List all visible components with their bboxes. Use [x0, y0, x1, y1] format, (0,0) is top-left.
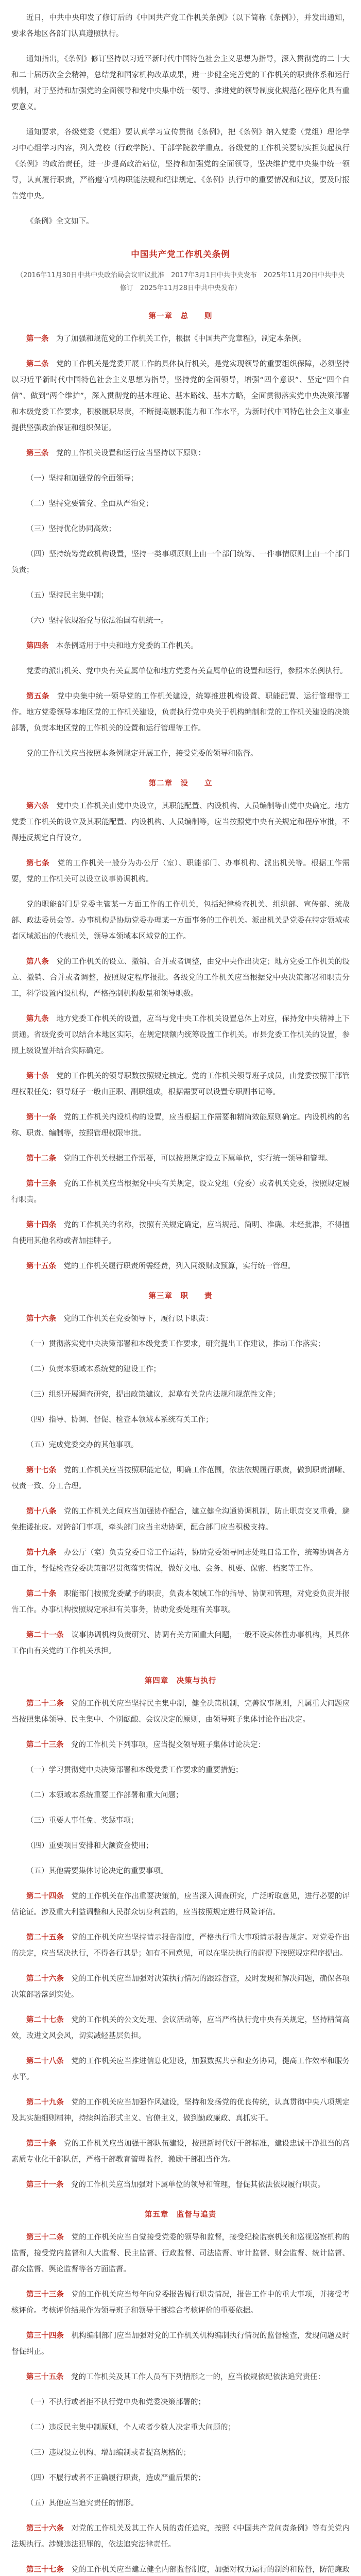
article-number: 第三十一条	[26, 2181, 64, 2189]
article-number: 第二条	[26, 360, 49, 368]
article-item: （三）组织开展调查研究，提出政策建议，起草有关党内法规和规范性文件；	[26, 1391, 280, 1399]
article	[11, 954, 350, 1002]
article-paragraph: 党的工作机关应当按照本条例规定开展工作，接受党委的领导和监督。	[26, 750, 258, 758]
article	[11, 2054, 350, 2086]
article-number: 第二十九条	[26, 2098, 64, 2107]
article-text: 党中央工作机关由党中央设立，其职能配置、内设机构、人员编制等由党中央确定。地方党委工作机关的设立及其职能配置、内设机构、人员编制等，应当按照党中央有关规定和程序审批，不得违反规定自行设立。	[11, 802, 350, 842]
document-title: 中国共产党工作机关条例	[131, 249, 230, 259]
article	[11, 2328, 350, 2360]
article	[11, 1311, 350, 1327]
article	[11, 2136, 350, 2168]
article	[11, 2230, 350, 2278]
article	[11, 1737, 350, 1753]
intro-paragraph: 近日，中共中央印发了修订后的《中国共产党工作机关条例》（以下简称《条例》），并发出通知，要求各地区各部门认真遵照执行。	[11, 14, 350, 38]
article	[11, 689, 350, 737]
article-item: （六）坚持依规治党与依法治国有机统一。	[26, 617, 168, 625]
article-text: 党的工作机关应当加强干部队伍建设，按照新时代好干部标准，建设忠诚干净担当的高素质专业化干部队伍，严格干部教育管理监督，激励干部担当作为。	[11, 2140, 350, 2164]
article-item: （三）重要人事任免、奖惩事项；	[26, 1817, 139, 1825]
article	[11, 1930, 350, 1962]
article-text: 地方党委工作机关的设置，应当与党中央工作机关设置总体上对应，保持党中央精神上下贯通。省级党委可以结合本地区实际，在规定限额内统筹设置工作机关。市县党委工作机关的设置，参照上级设置并结合实际确定。	[11, 1015, 350, 1055]
article-number: 第二十条	[26, 1590, 57, 1598]
article-item: （五）其他应当追究责任的情形。	[26, 2499, 139, 2507]
article	[11, 2095, 350, 2127]
article-item: （五）其他需要集体讨论决定的重要事项。	[26, 1867, 168, 1875]
article-text: 党的工作机关之间应当加强协作配合，建立健全沟通协调机制，防止职责交叉重叠，避免推诿扯皮。对跨部门事项，牵头部门应当主动协调，配合部门应当积极支持。	[11, 1507, 350, 1532]
article	[11, 1151, 350, 1167]
article-item: （二）违反民主集中制原则，个人或者少数人决定重大问题的；	[26, 2424, 235, 2432]
article-number: 第三十七条	[26, 2566, 64, 2574]
article-text: 党的工作机关及其工作人员有下列情形之一的，应当依规依纪依法追究责任：	[71, 2373, 325, 2381]
article-text: 为了加强和规范党的工作机关工作，根据《中国共产党章程》，制定本条例。	[56, 335, 306, 343]
article	[11, 1011, 350, 1059]
article-text: 党的工作机关应当推进信息化建设，加强数据共享和业务协同，提高工作效率和服务水平。	[11, 2057, 350, 2081]
article-item: （一）不执行或者拒不执行党中央和党委决策部署的；	[26, 2398, 205, 2406]
article	[11, 1069, 350, 1100]
article-number: 第十条	[26, 1072, 49, 1080]
article-number: 第二十三条	[26, 1741, 64, 1749]
article-item: （五）完成党委交办的其他事项。	[26, 1441, 139, 1449]
article-item: （三）坚持优化协同高效；	[26, 525, 116, 533]
article	[11, 2562, 350, 2576]
article-number: 第三十二条	[26, 2233, 64, 2242]
article-number: 第三十五条	[26, 2373, 64, 2381]
article-number: 第三十条	[26, 2140, 57, 2148]
article	[11, 2369, 350, 2385]
article-number: 第二十五条	[26, 1934, 64, 1942]
article-text: 党的工作机关是党委开展工作的具体执行机关，是党实现领导的重要组织保障，必须坚持以习近平新时代中国特色社会主义思想为指导，坚持党的全面领导，增强“四个意识”、坚定“四个自信”、做到“两个维护”，深入贯彻党的基本理论、基本路线、基本方略，全面贯彻落实党中央决策部署和本级党委工作要求，积极履职尽责，不断提高履职能力和工作水平，为新时代中国特色社会主义事业提供坚强政治保证和组织保证。	[11, 360, 350, 432]
article-item: （二）负责本领域本系统党的建设工作；	[26, 1365, 161, 1374]
article-number: 第十五条	[26, 1262, 56, 1270]
article-text: 党的工作机关应当建立健全内部监督制度，加强对权力运行的制约和监督，防范廉政	[71, 2566, 350, 2574]
article-text: 党的工作机关应当坚持民主集中制，健全决策机制，完善议事规则，凡属重大问题应当按照集体领导、民主集中、个别酝酿、会议决定的原则，由领导班子集体讨论作出决定。	[11, 1700, 350, 1724]
article-number: 第八条	[26, 958, 49, 966]
article-item: （一）贯彻落实党中央决策部署和本级党委工作要求，研究提出工作建议，推动工作落实；	[26, 1340, 325, 1348]
article-text: 党的工作机关一般分为办公厅（室）、职能部门、办事机构、派出机关等。根据工作需要，党的工作机关可以设立议事协调机构。	[11, 859, 350, 884]
article-text: 党的工作机关应当自觉接受党委的领导和监督，接受纪检监察机关和巡视巡察机构的监督，接受党内监督和人大监督、民主监督、行政监督、司法监督、审计监督、财会监督、统计监督、群众监督、舆论监督等各方面监督。	[11, 2233, 350, 2274]
article	[11, 1176, 350, 1208]
article-number: 第十一条	[26, 1113, 57, 1122]
article-number: 第三十四条	[26, 2332, 64, 2340]
article-item: （五）坚持民主集中制；	[26, 591, 109, 600]
article-text: 党的工作机关在党委领导下，履行以下职责：	[63, 1315, 213, 1323]
chapter-heading: 第一章 总 则	[148, 312, 213, 320]
article-text: 党的工作机关应当按照职能定位，明确工作范围，依法依规履行职责，做到职责清晰、权责一致、分工合理。	[11, 1466, 350, 1490]
article	[11, 446, 350, 462]
article-number: 第二十四条	[26, 1892, 64, 1901]
article	[11, 1889, 350, 1921]
chapter-heading: 第五章 监督与追责	[144, 2211, 217, 2219]
issuance-note: （2016年11月30日中共中央政治局会议审议批准 2017年3月1日中共中央发布 2025年11月20日中共中央修订 2025年11月28日中共中央发布）	[16, 272, 345, 292]
article-number: 第十六条	[26, 1315, 56, 1323]
article-text: 党的工作机关根据工作需要，可以按照规定设立下属单位，实行统一领导和管理。	[63, 1155, 333, 1163]
article	[11, 638, 350, 654]
article-item: （二）坚持党要管党、全面从严治党；	[26, 500, 153, 508]
article-number: 第六条	[26, 802, 49, 810]
article-text: 党的工作机关在作出重要决策前，应当深入调查研究，广泛听取意见，进行必要的评估论证。涉及重大利益调整和人民群众切身利益的，应当按照规定进行风险评估。	[11, 1892, 350, 1917]
article-number: 第四条	[26, 642, 49, 650]
article-text: 党的工作机关设置和运行应当坚持以下原则：	[56, 449, 205, 457]
article	[11, 1504, 350, 1536]
article-text: 议事协调机构负责研究、协调有关方面重大问题，一般不设实体性办事机构，其具体工作由有关党的工作机关承担。	[11, 1631, 350, 1655]
article-item: （三）违规设立机构、增加编制或者提高规格的；	[26, 2449, 191, 2457]
article-text: 党的工作机关履行职责所需经费，列入同级财政预算，实行统一管理。	[63, 1262, 295, 1270]
article-number: 第十四条	[26, 1221, 57, 1229]
article	[11, 1217, 350, 1249]
chapter-heading: 第三章 职 责	[148, 1292, 213, 1300]
article	[11, 331, 350, 347]
article-number: 第五条	[26, 692, 49, 701]
article-text: 党的工作机关应当每年向党委报告履行职责情况，报告工作中的重大事项，并接受考核评价。考核评价结果作为领导班子和领导干部综合考核评价的重要依据。	[11, 2291, 350, 2315]
article	[11, 1696, 350, 1728]
article-text: 党的工作机关应当坚持请示报告制度，严格执行重大事项请示报告规定。对党委作出的决定，应当坚决执行，不得各行其是；如有不同意见，可以在坚决执行的前提下按照规定程序提出。	[11, 1934, 350, 1958]
article	[11, 2177, 350, 2193]
article-item: （一）坚持和加强党的全面领导；	[26, 474, 139, 483]
article-number: 第十二条	[26, 1155, 56, 1163]
article	[11, 1971, 350, 2003]
article	[11, 1259, 350, 1275]
intro-block	[11, 10, 350, 230]
regulation-body	[11, 310, 350, 2576]
intro-paragraph: 通知要求，各级党委（党组）要认真学习宣传贯彻《条例》，把《条例》纳入党委（党组）理论学习中心组学习内容，列入党校（行政学院）、干部学院教学重点。各级党的工作机关要切实担负起执行《条例》的政治责任，进一步提高政治站位，坚持和加强党的全面领导，坚决维护党中央集中统一领导，认真履行职责，严格遵守机构职能法规和纪律规定。《条例》执行中的重要情况和建议，要及时报告党中央。	[11, 128, 350, 200]
chapter-heading: 第二章 设 立	[148, 779, 213, 788]
intro-paragraph: 通知指出，《条例》修订坚持以习近平新时代中国特色社会主义思想为指导，深入贯彻党的二十大和二十届历次全会精神，总结党和国家机构改革成果，进一步健全完善党的工作机关的职责体系和运行机制，对于坚持和加强党的全面领导和党中央集中统一领导、推进党的领导制度化规范化程序化具有重要意义。	[11, 55, 350, 111]
article	[11, 357, 350, 436]
article-paragraph: 党委的派出机关、党中央有关直属单位和地方党委有关直属单位的设置和运行，参照本条例执行。	[26, 667, 348, 675]
article	[11, 2521, 350, 2553]
article-paragraph: 党的职能部门是党委主管某一方面工作的工作机关，包括纪律检查机关、组织部、宣传部、统战部、政法委员会等。办事机构是协助党委办理某一方面事务的工作机关。派出机关是党委在特定领域或者区域派出的代表机关，领导本领域本区域党的工作。	[11, 901, 350, 941]
article-number: 第十三条	[26, 1180, 57, 1188]
article-number: 第二十二条	[26, 1700, 64, 1708]
article	[11, 1110, 350, 1142]
article-number: 第十九条	[26, 1549, 57, 1557]
article	[11, 1586, 350, 1618]
article-item: （二）本领域本系统重要工作部署和重大问题；	[26, 1791, 183, 1800]
article	[11, 1545, 350, 1577]
article-number: 第二十七条	[26, 2016, 64, 2024]
chapter-heading: 第四章 决策与执行	[144, 1677, 217, 1685]
article	[11, 2287, 350, 2319]
article-number: 第十七条	[26, 1466, 57, 1475]
article-text: 党的工作机关的设立、撤销、合并或者调整，由党中央作出决定；地方党委工作机关的设立、撤销、合并或者调整，按照规定程序报批。各级党的工作机关应当根据党中央决策部署和职责分工，科学设置内设机构，严格控制机构数量和领导职数。	[11, 958, 350, 998]
article-number: 第二十一条	[26, 1631, 64, 1639]
article-text: 党的工作机关应当加强作风建设，坚持和发扬党的优良传统，认真贯彻中央八项规定及其实施细则精神，持续纠治形式主义、官僚主义，做到勤政廉政、真抓实干。	[11, 2098, 350, 2123]
article-item: （四）指导、协调、督促、检查本领域本系统有关工作；	[26, 1416, 213, 1424]
article-number: 第一条	[26, 335, 49, 343]
article-text: 党的工作机关的名称，按照有关规定确定，应当规范、简明、准确。未经批准，不得擅自使用其他名称或者加挂牌子。	[11, 1221, 350, 1245]
article-text: 党的工作机关内设机构的设置，应当根据工作需要和精简效能原则确定。内设机构的名称、职责、编制等，按照管理权限审批。	[11, 1113, 350, 1138]
article-text: 机构编制部门应当加强对党的工作机关机构编制执行情况的监督检查，发现问题及时督促纠正。	[11, 2332, 350, 2356]
article	[11, 856, 350, 888]
article-item: （四）重要项目安排和大额资金使用；	[26, 1842, 153, 1850]
article-number: 第二十六条	[26, 1975, 64, 1983]
intro-paragraph: 《条例》全文如下。	[26, 217, 94, 226]
article	[11, 799, 350, 846]
article-text: 党的工作机关应当加强对决策执行情况的跟踪督查，及时发现和解决问题，确保各项决策部署落到实处。	[11, 1975, 350, 1999]
article-number: 第三条	[26, 449, 49, 457]
article-text: 党的工作机关的公文处理、会议活动等，应当严格执行党中央有关规定，坚持精简高效，改进文风会风，切实减轻基层负担。	[11, 2016, 350, 2040]
article-text: 职能部门按照党委赋予的职责，负责本领域工作的指导、协调和管理，对党委负责并报告工作。办事机构按照规定承担有关事务，协助党委处理有关事项。	[11, 1590, 350, 1614]
article-text: 党中央集中统一领导党的工作机关建设，统筹推进机构设置、职能配置、运行管理等工作。地方党委领导本地区党的工作机关建设，负责执行党中央关于机构编制和党的工作机关建设的决策部署，负责本地区党的工作机关的设置和运行管理等工作。	[11, 692, 350, 733]
article	[11, 2012, 350, 2044]
article-number: 第三十三条	[26, 2291, 64, 2299]
article-item: （四）坚持统筹党政机构设置，坚持一类事项原则上由一个部门统筹、一件事情原则上由一个部门负责；	[11, 550, 350, 574]
article-text: 党的工作机关应当加强对下属单位的领导和管理，督促其依法依规履行职责。	[71, 2181, 325, 2189]
article-number: 第三十六条	[26, 2524, 64, 2533]
article-number: 第十八条	[26, 1507, 57, 1516]
article	[11, 1463, 350, 1495]
article-text: 党的工作机关下列事项，应当提交领导班子集体讨论决定：	[71, 1741, 265, 1749]
article-number: 第九条	[26, 1015, 49, 1023]
article-item: （四）不履行或者不正确履行职责，造成严重后果的；	[26, 2474, 205, 2482]
article-text: 党的工作机关的领导职数按照规定核定。党的工作机关领导班子成员，由党委按照干部管理权限任免；领导班子一般由正职、副职组成，根据需要可以设置专职副书记等。	[11, 1072, 350, 1096]
article-item: （一）学习贯彻党中央决策部署和本级党委工作要求的重要措施；	[26, 1766, 243, 1774]
article-text: 本条例适用于中央和地方党委的工作机关。	[56, 642, 198, 650]
article	[11, 1628, 350, 1659]
article-text: 党的工作机关应当根据党中央有关规定，设立党组（党委）或者机关党委，按照规定履行职责。	[11, 1180, 350, 1204]
article-text: 办公厅（室）负责党委日常工作运转，协助党委领导同志处理日常工作，统筹协调各方面工作，督促检查党委决策部署贯彻落实情况，做好文电、会务、机要、保密、档案等工作。	[11, 1549, 350, 1573]
article-text: 对党的工作机关及其工作人员的责任追究，按照《中国共产党问责条例》等有关党内法规执行。涉嫌违法犯罪的，依法追究法律责任。	[11, 2524, 350, 2549]
article-number: 第七条	[26, 859, 50, 868]
article-number: 第二十八条	[26, 2057, 64, 2065]
